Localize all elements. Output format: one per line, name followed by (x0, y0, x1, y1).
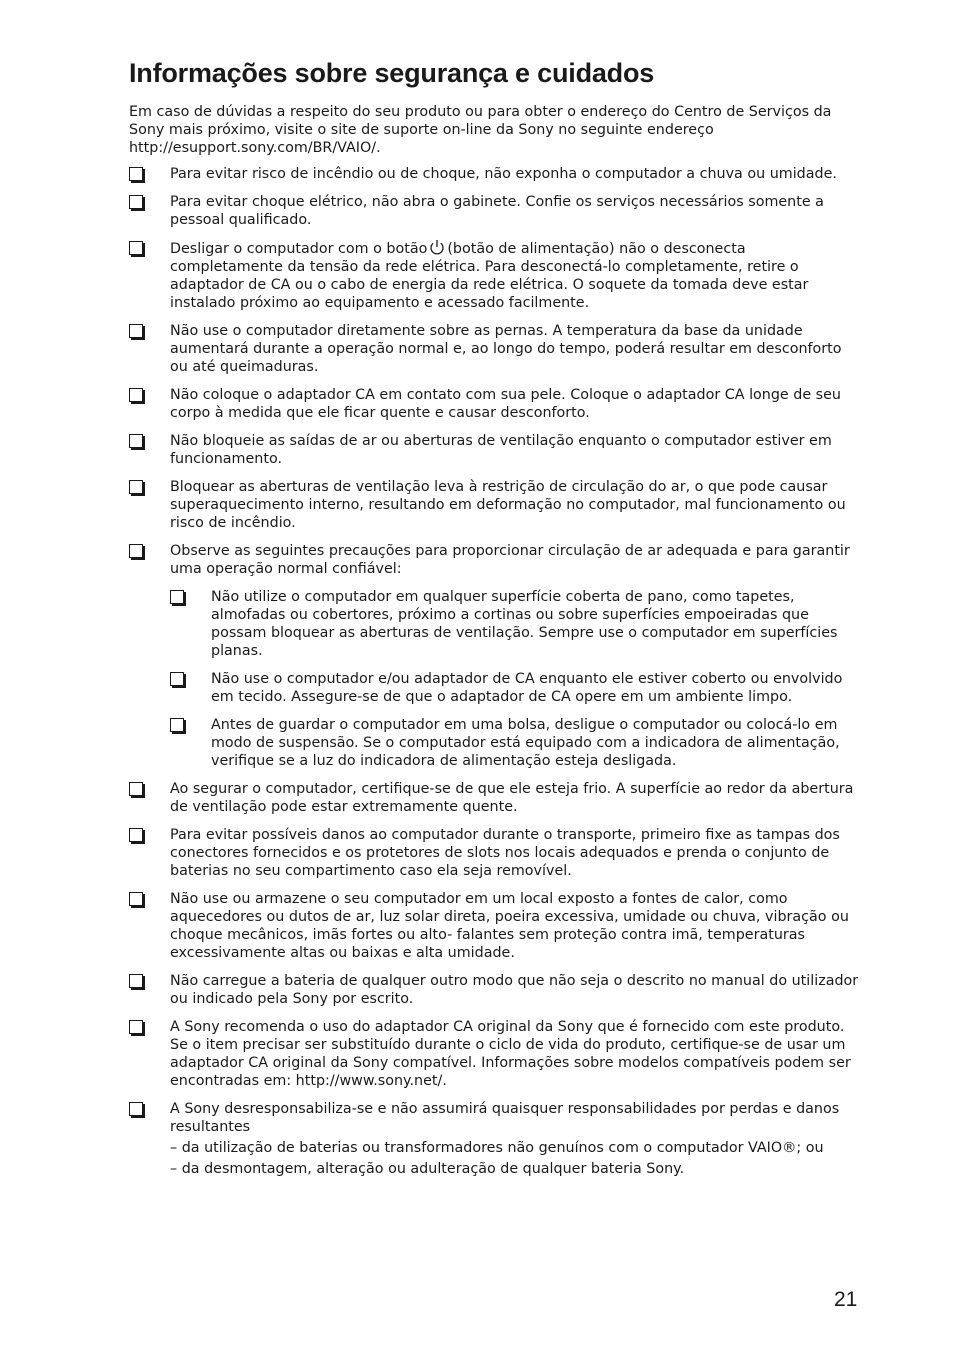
checkbox-icon (129, 1020, 143, 1034)
list-item: Não bloqueie as saídas de ar ou aberturas de ventilação enquanto o computador estiver em funcionamento. (129, 432, 859, 468)
checkbox-icon (129, 388, 143, 402)
dash-item: – da utilização de baterias ou transformadores não genuínos com o computador VAIO®; ou (170, 1140, 824, 1156)
checkbox-icon (129, 828, 143, 842)
list-item: Não use ou armazene o seu computador em um local exposto a fontes de calor, como aquecedores ou dutos de ar, luz solar direta, poeira excessiva, umidade ou chuva, vibração ou choque mecânicos, imãs fortes ou alto- falantes sem proteção contra imã, temperaturas excessivamente altas ou baixas e alta umidade. (129, 890, 859, 962)
power-icon (429, 239, 445, 255)
list-item: Desligar o computador com o botão (botão de alimentação) não o desconecta completamente da tensão da rede elétrica. Para desconectá-lo completamente, retire o adaptador de CA ou o cabo de energia da rede elétrica. O soquete da tomada deve estar instalado próximo ao equipamento e acessado facilmente. (129, 239, 859, 312)
page-title: Informações sobre segurança e cuidados (129, 58, 655, 88)
document-page (129, 58, 859, 1188)
checkbox-icon (170, 672, 184, 686)
intro-paragraph: Em caso de dúvidas a respeito do seu produto ou para obter o endereço do Centro de Serviços da Sony mais próximo, visite o site de suporte on-line da Sony no seguinte endereço http://esupport.sony.com/BR/VAIO/. (129, 104, 832, 156)
checkbox-icon (129, 544, 143, 558)
list-item: Ao segurar o computador, certifique-se de que ele esteja frio. A superfície ao redor da abertura de ventilação pode estar extremamente quente. (129, 780, 859, 816)
sub-list-item: Não utilize o computador em qualquer superfície coberta de pano, como tapetes, almofadas ou cobertores, próximo a cortinas ou sobre superfícies empoeiradas que possam bloquear as aberturas de ventilação. Sempre use o computador em superfícies planas. (170, 588, 859, 660)
checkbox-icon (129, 892, 143, 906)
sub-list-item: Não use o computador e/ou adaptador de CA enquanto ele estiver coberto ou envolvido em tecido. Assegure-se de que o adaptador de CA opere em um ambiente limpo. (170, 670, 859, 706)
list-item: Não carregue a bateria de qualquer outro modo que não seja o descrito no manual do utilizador ou indicado pela Sony por escrito. (129, 972, 859, 1008)
list-item: Para evitar possíveis danos ao computador durante o transporte, primeiro fixe as tampas dos conectores fornecidos e os protetores de slots nos locais adequados e prenda o conjunto de baterias no seu compartimento caso ela seja removível. (129, 826, 859, 880)
page-number: 21 (834, 1288, 858, 1311)
checkbox-icon (129, 1102, 143, 1116)
dash-item: – da desmontagem, alteração ou adulteração de qualquer bateria Sony. (170, 1161, 685, 1177)
checkbox-icon (129, 167, 143, 181)
checkbox-icon (129, 480, 143, 494)
sub-list-item: Antes de guardar o computador em uma bolsa, desligue o computador ou colocá-lo em modo de suspensão. Se o computador está equipado com a indicadora de alimentação, verifique se a luz do indicadora de alimentação esteja desligada. (170, 716, 859, 770)
checkbox-icon (170, 590, 184, 604)
checkbox-icon (129, 782, 143, 796)
checkbox-icon (170, 718, 184, 732)
checkbox-icon (129, 241, 143, 255)
list-item: A Sony recomenda o uso do adaptador CA original da Sony que é fornecido com este produto. Se o item precisar ser substituído durante o ciclo de vida do produto, certifique-se de usar um adaptador CA original da Sony compatível. Informações sobre modelos compatíveis podem ser encontradas em: http://www.sony.net/. (129, 1018, 859, 1090)
checkbox-icon (129, 974, 143, 988)
list-item: Para evitar risco de incêndio ou de choque, não exponha o computador a chuva ou umidade. (129, 165, 859, 183)
checkbox-icon (129, 434, 143, 448)
checkbox-icon (129, 195, 143, 209)
list-item: Não use o computador diretamente sobre as pernas. A temperatura da base da unidade aumentará durante a operação normal e, ao longo do tempo, poderá resultar em desconforto ou até queimaduras. (129, 322, 859, 376)
list-item-disclaimer: A Sony desresponsabiliza-se e não assumirá quaisquer responsabilidades por perdas e danos resultantes – da utilização de baterias ou transformadores não genuínos com o computador VAIO®; ou – da desmontagem, alteração ou adulteração de qualquer bateria Sony. (129, 1100, 859, 1178)
list-item: Não coloque o adaptador CA em contato com sua pele. Coloque o adaptador CA longe de seu corpo à medida que ele ficar quente e causar desconforto. (129, 386, 859, 422)
list-item: Para evitar choque elétrico, não abra o gabinete. Confie os serviços necessários somente a pessoal qualificado. (129, 193, 859, 229)
list-item: Bloquear as aberturas de ventilação leva à restrição de circulação do ar, o que pode causar superaquecimento interno, resultando em deformação no computador, mal funcionamento ou risco de incêndio. (129, 478, 859, 532)
list-item: Observe as seguintes precauções para proporcionar circulação de ar adequada e para garantir uma operação normal confiável: (129, 542, 859, 578)
checkbox-icon (129, 324, 143, 338)
